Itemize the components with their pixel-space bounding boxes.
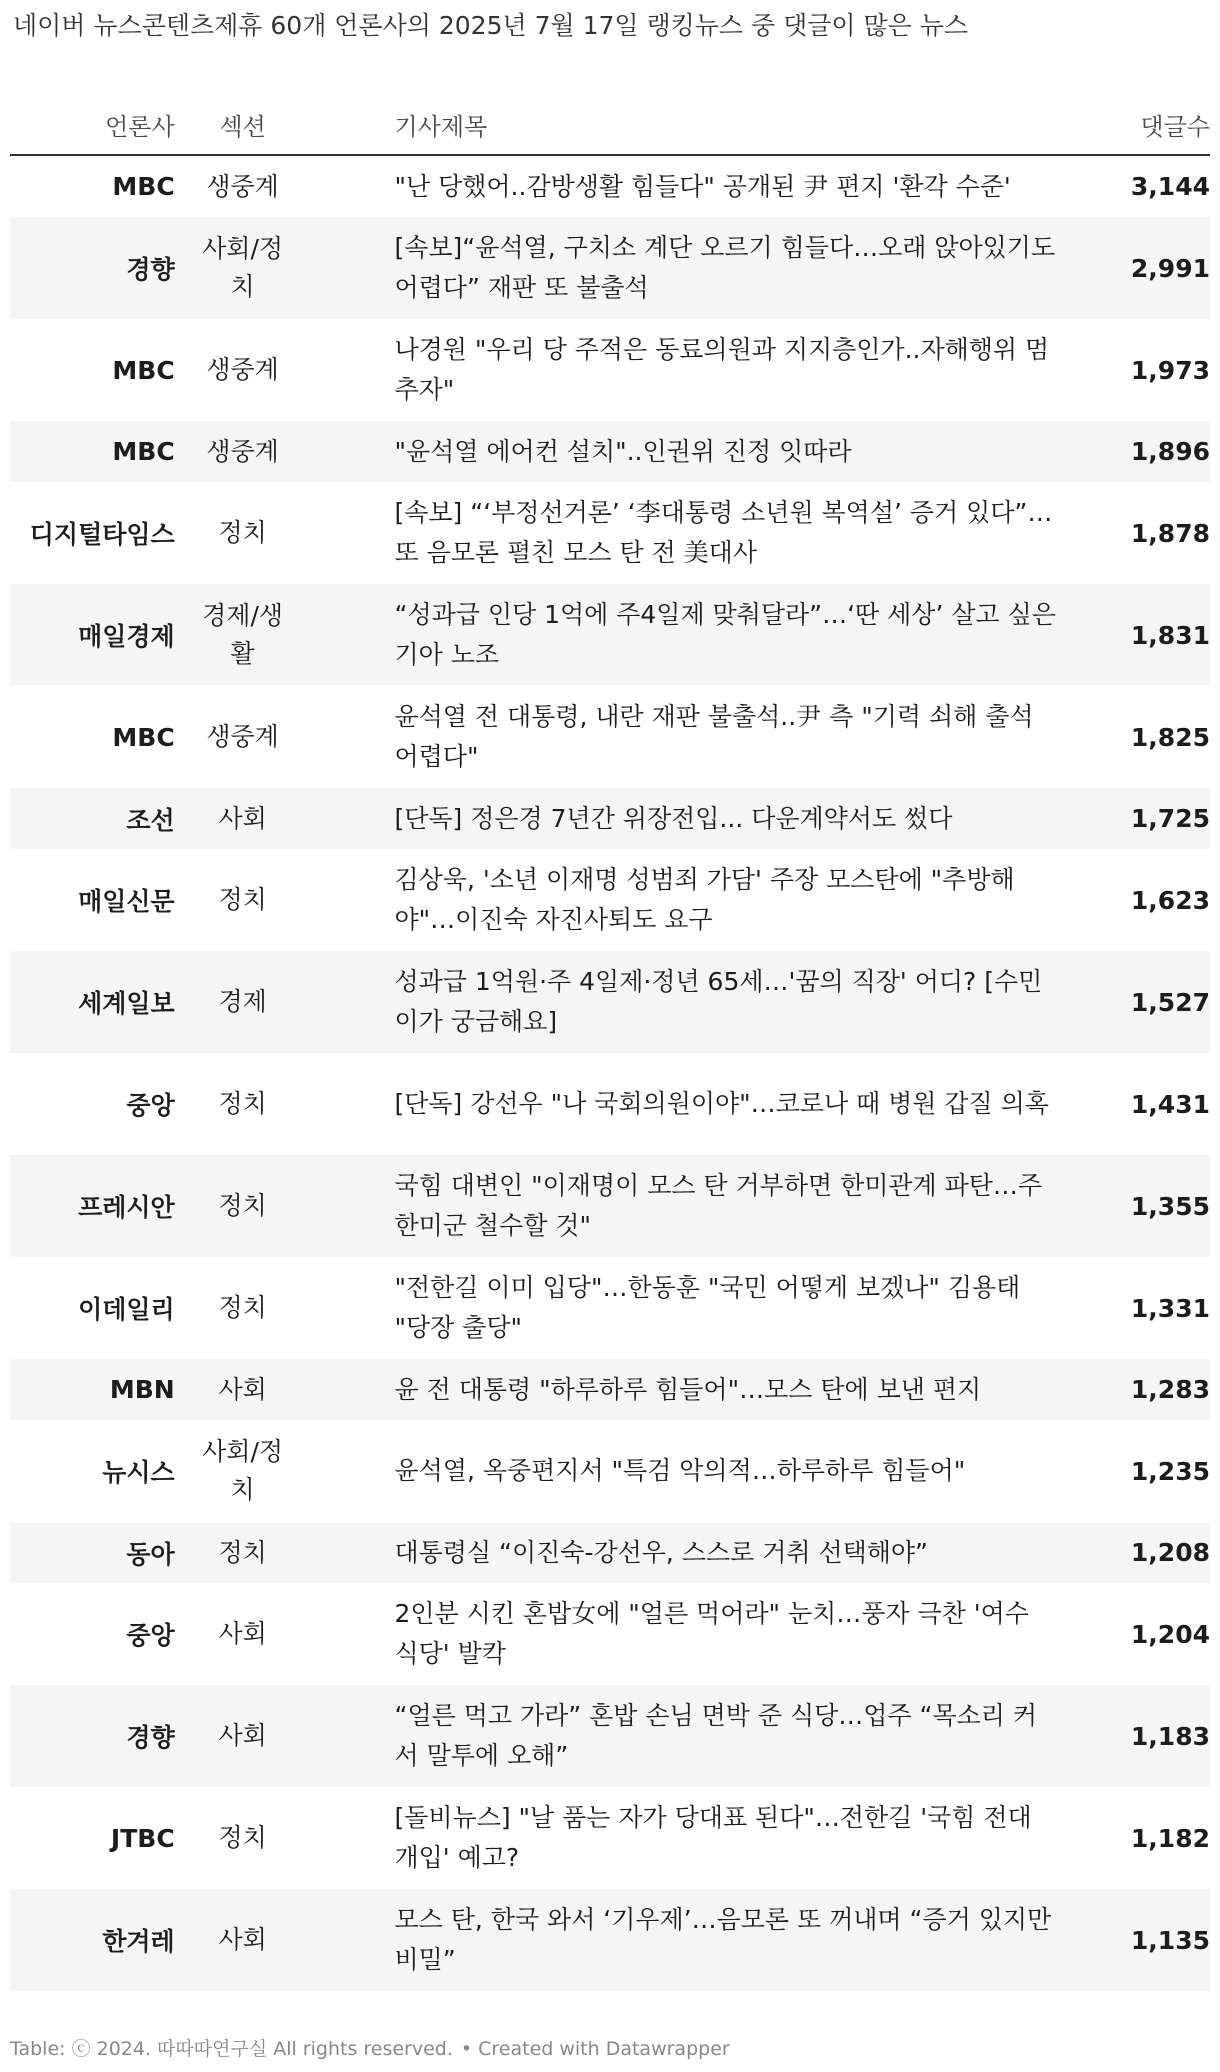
table-row (10, 217, 1210, 319)
cell-comments: 1,896 (1130, 437, 1210, 466)
cell-publisher: MBC (112, 437, 175, 466)
cell-headline: "윤석열 에어컨 설치"..인권위 진정 잇따라 (394, 436, 852, 466)
table-row (10, 1420, 1210, 1522)
cell-publisher: 중앙 (126, 1091, 175, 1120)
cell-section: 사회 (218, 803, 267, 833)
cell-publisher: 프레시안 (78, 1193, 175, 1222)
cell-comments: 1,527 (1130, 987, 1210, 1017)
cell-section: 정치 (218, 1089, 267, 1118)
cell-publisher: JTBC (110, 1823, 175, 1853)
cell-publisher: 동아 (126, 1539, 175, 1569)
table-body (10, 156, 1210, 1991)
cell-section: 사회 (218, 1374, 267, 1404)
cell-section: 정치 (218, 1191, 267, 1220)
table-header (10, 94, 1210, 156)
cell-headline: [속보]“윤석열, 구치소 계단 오르기 힘들다…오래 앉아있기도 어렵다” 재판 또 불출석 (394, 233, 1056, 302)
cell-section: 사회 (218, 1619, 267, 1648)
column-header-publisher[interactable]: 언론사 (105, 112, 175, 141)
cell-headline: 김상욱, '소년 이재명 성범죄 가담' 주장 모스탄에 "추방해야"…이진숙 자진사퇴도 요구 (394, 865, 1015, 934)
cell-headline: “성과급 인당 1억에 주4일제 맞춰달라”…‘딴 세상’ 살고 싶은 기아 노조 (394, 600, 1056, 669)
cell-publisher: 경향 (126, 1723, 175, 1752)
cell-section: 정치 (218, 1823, 267, 1852)
cell-headline: "난 당했어..감방생활 힘들다" 공개된 尹 편지 '환각 수준' (394, 171, 1011, 201)
cell-headline: 대통령실 “이진숙-강선우, 스스로 거취 선택해야” (394, 1537, 929, 1567)
cell-section: 사회/정치 (202, 234, 284, 301)
cell-comments: 1,623 (1130, 885, 1210, 915)
cell-section: 생중계 (206, 171, 279, 201)
table-row (10, 686, 1210, 788)
cell-publisher: 경향 (126, 255, 175, 284)
cell-headline: 윤석열, 옥중편지서 "특검 악의적…하루하루 힘들어" (394, 1456, 966, 1485)
cell-section: 정치 (218, 885, 267, 914)
cell-headline: 성과급 1억원·주 4일제·정년 65세…'꿈의 직장' 어디? [수민이가 궁금해요] (394, 967, 1043, 1036)
cell-section: 생중계 (206, 355, 279, 384)
cell-publisher: 한겨레 (102, 1927, 175, 1956)
cell-publisher: MBC (112, 172, 175, 201)
cell-publisher: 디지털타임스 (29, 520, 175, 549)
table-row (10, 482, 1210, 584)
cell-comments: 1,825 (1130, 722, 1210, 752)
cell-headline: "전한길 이미 입당"…한동훈 "국민 어떻게 보겠나" 김용태 "당장 출당" (394, 1273, 1021, 1342)
cell-headline: 2인분 시킨 혼밥女에 "얼른 먹어라" 눈치…풍자 극찬 '여수 식당' 발칵 (394, 1599, 1029, 1668)
table-row (10, 788, 1210, 849)
cell-comments: 1,355 (1130, 1191, 1210, 1221)
cell-comments: 1,183 (1130, 1721, 1210, 1751)
table-row (10, 1522, 1210, 1583)
table-row (10, 1583, 1210, 1685)
table-row (10, 319, 1210, 421)
cell-publisher: MBC (112, 722, 175, 752)
cell-publisher: 매일신문 (78, 887, 175, 916)
cell-headline: 나경원 "우리 당 주적은 동료의원과 지지층인가..자해행위 멈추자" (394, 335, 1050, 404)
table-row (10, 1155, 1210, 1257)
column-header-comments[interactable]: 댓글수 (1140, 112, 1210, 141)
cell-publisher: 조선 (126, 805, 175, 835)
cell-section: 사회/정치 (202, 1437, 284, 1504)
cell-section: 생중계 (206, 722, 279, 751)
cell-comments: 1,878 (1130, 518, 1210, 548)
footer-credit: Table: ⓒ 2024. 따따따연구실 All rights reserved. (10, 2038, 453, 2060)
cell-publisher: MBN (109, 1375, 175, 1404)
cell-comments: 1,182 (1130, 1823, 1210, 1853)
cell-headline: [단독] 강선우 "나 국회의원이야"…코로나 때 병원 갑질 의혹 (394, 1089, 1049, 1118)
cell-publisher: 중앙 (126, 1621, 175, 1650)
cell-section: 정치 (218, 1537, 267, 1567)
footer (10, 2034, 730, 2061)
table-row (10, 1787, 1210, 1889)
cell-headline: 윤 전 대통령 "하루하루 힘들어"…모스 탄에 보낸 편지 (394, 1374, 982, 1404)
column-header-section[interactable]: 섹션 (219, 112, 266, 141)
cell-comments: 1,208 (1130, 1538, 1210, 1567)
cell-comments: 1,204 (1130, 1619, 1210, 1649)
table-row (10, 951, 1210, 1053)
table-row (10, 1359, 1210, 1420)
cell-section: 경제 (218, 987, 267, 1016)
cell-headline: “얼른 먹고 가라” 혼밥 손님 면박 준 식당…업주 “목소리 커서 말투에 오해” (394, 1701, 1038, 1770)
cell-headline: 모스 탄, 한국 와서 ‘기우제’…음모론 또 꺼내며 “증거 있지만 비밀” (394, 1905, 1052, 1974)
cell-publisher: 뉴시스 (102, 1458, 175, 1487)
cell-comments: 3,144 (1130, 172, 1210, 201)
cell-publisher: 세계일보 (78, 989, 175, 1018)
table-row (10, 1889, 1210, 1991)
cell-section: 사회 (218, 1925, 267, 1954)
ranking-table (10, 94, 1210, 1991)
cell-headline: [돌비뉴스] "날 품는 자가 당대표 된다"…전한길 '국힘 전대 개입' 예고? (394, 1803, 1032, 1872)
cell-section: 정치 (218, 1293, 267, 1322)
cell-section: 정치 (218, 518, 267, 547)
cell-headline: [속보] “‘부정선거론’ ‘李대통령 소년원 복역설’ 증거 있다”…또 음모론 펼친 모스 탄 전 美대사 (394, 498, 1053, 567)
cell-section: 사회 (218, 1721, 267, 1750)
cell-comments: 1,331 (1130, 1293, 1210, 1323)
cell-headline: [단독] 정은경 7년간 위장전입... 다운계약서도 썼다 (394, 803, 953, 833)
cell-section: 생중계 (206, 436, 279, 466)
cell-publisher: MBC (112, 355, 175, 385)
cell-publisher: 이데일리 (78, 1295, 175, 1324)
cell-comments: 1,235 (1130, 1456, 1210, 1486)
cell-headline: 국힘 대변인 "이재명이 모스 탄 거부하면 한미관계 파탄…주한미군 철수할 것" (394, 1171, 1043, 1240)
table-row (10, 421, 1210, 482)
column-header-headline[interactable]: 기사제목 (394, 112, 488, 141)
table-row (10, 1053, 1210, 1155)
cell-comments: 1,135 (1130, 1925, 1210, 1955)
cell-comments: 1,831 (1130, 620, 1210, 650)
cell-comments: 1,973 (1130, 355, 1210, 385)
cell-publisher: 매일경제 (78, 622, 175, 651)
cell-section: 경제/생활 (202, 601, 284, 668)
footer-separator: • (460, 2038, 473, 2060)
cell-headline: 윤석열 전 대통령, 내란 재판 불출석..尹 측 "기력 쇠해 출석 어렵다" (394, 702, 1034, 771)
table-row (10, 156, 1210, 217)
cell-comments: 1,725 (1130, 804, 1210, 833)
table-row (10, 584, 1210, 686)
footer-tool-link[interactable]: Created with Datawrapper (478, 2038, 730, 2060)
cell-comments: 1,431 (1130, 1089, 1210, 1119)
cell-comments: 2,991 (1130, 253, 1210, 283)
table-row (10, 849, 1210, 951)
table-row (10, 1257, 1210, 1359)
table-row (10, 1685, 1210, 1787)
cell-comments: 1,283 (1130, 1375, 1210, 1404)
page-title: 네이버 뉴스콘텐츠제휴 60개 언론사의 2025년 7월 17일 랭킹뉴스 중 댓글이 많은 뉴스 (13, 11, 969, 40)
